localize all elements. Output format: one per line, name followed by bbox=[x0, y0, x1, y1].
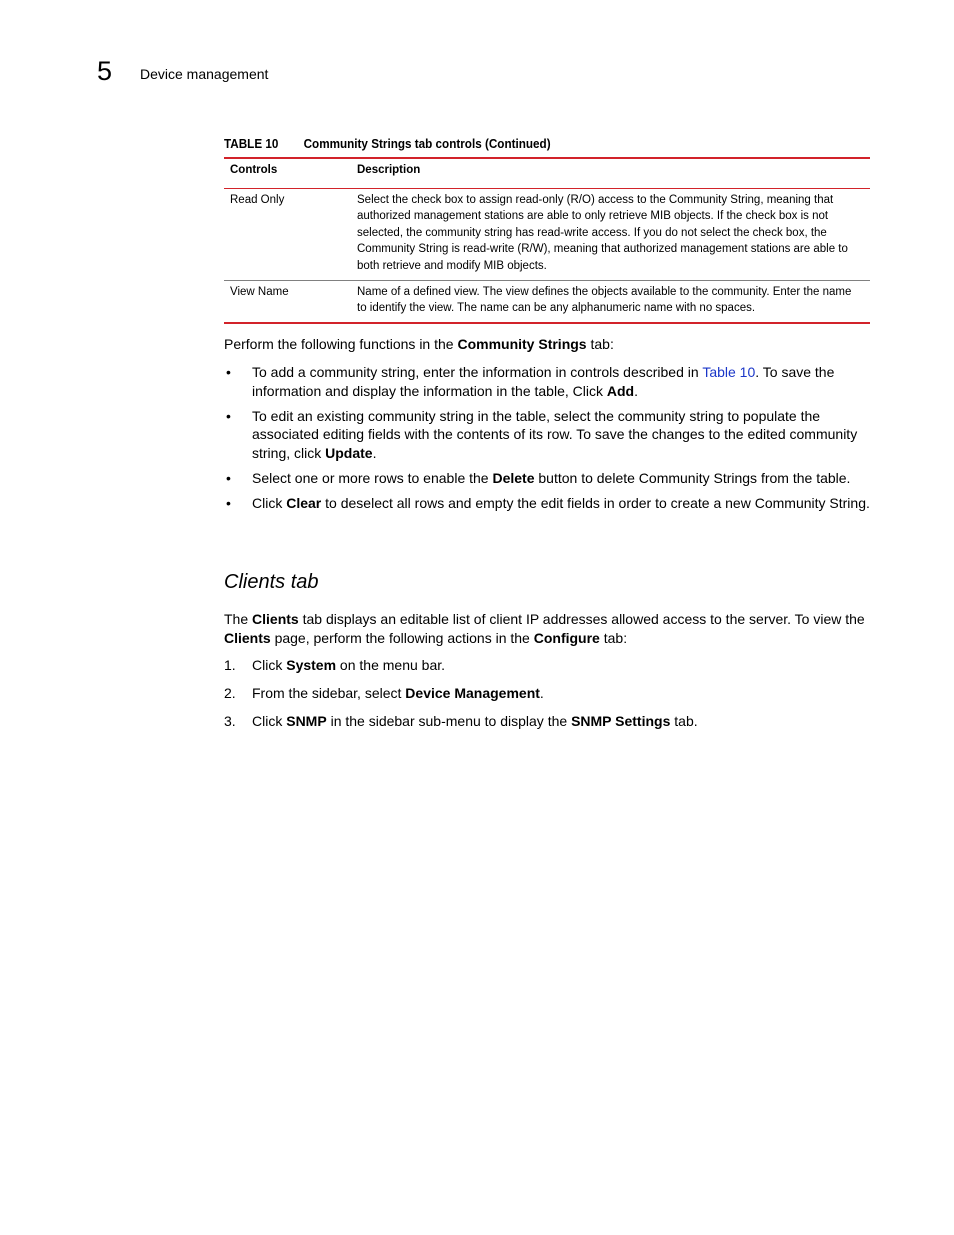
ui-term: Device Management bbox=[405, 684, 540, 701]
chapter-number: 5 bbox=[97, 56, 113, 86]
table-caption-title: Community Strings tab controls (Continued) bbox=[303, 136, 551, 151]
text-run: on the menu bar. bbox=[336, 657, 446, 673]
ui-term: Configure bbox=[533, 629, 600, 646]
text-run: tab: bbox=[586, 336, 614, 352]
list-item bbox=[224, 494, 870, 513]
list-item bbox=[224, 363, 870, 401]
text-run: . To save the information and display the information in the table, Click bbox=[252, 364, 835, 399]
list-item bbox=[224, 656, 870, 675]
text-run: tab. bbox=[670, 712, 698, 729]
text-run: From the sidebar, select bbox=[252, 684, 406, 701]
text-run: tab displays an editable list of client IP addresses allowed access to the server. To view the bbox=[298, 611, 865, 627]
table-caption-label: TABLE 10 bbox=[224, 136, 279, 151]
list-item bbox=[224, 684, 870, 703]
text-run: Click bbox=[252, 494, 287, 511]
text-run: To add a community string, enter the information in controls described in bbox=[252, 364, 703, 380]
bullet-icon: • bbox=[226, 407, 231, 424]
clients-paragraph bbox=[224, 610, 870, 648]
intro-paragraph bbox=[224, 335, 870, 354]
table-caption bbox=[224, 136, 551, 151]
ui-term: Update bbox=[325, 445, 373, 462]
ui-term: Clients bbox=[252, 611, 299, 627]
bullet-icon: • bbox=[226, 364, 231, 380]
chapter-title: Device management bbox=[140, 66, 269, 82]
steps-list bbox=[224, 656, 870, 740]
ui-term: SNMP Settings bbox=[571, 712, 671, 729]
text-run: Select one or more rows to enable the bbox=[252, 469, 493, 486]
section-heading: Clients tab bbox=[224, 571, 319, 593]
text-run: page, perform the following actions in the bbox=[270, 629, 534, 646]
text-run: button to delete Community Strings from the table. bbox=[534, 469, 851, 486]
table-cell-description: Select the check box to assign read-only (R/O) access to the Community String, meaning that authorized management stations are able to only retrieve MIB objects. If the check box is not selected, the community string has read-write access. If you do not select the check box, the Community String is read-write (R/W), meaning that authorized management stations are able to both retrieve and modify MIB objects. bbox=[351, 188, 870, 280]
table-cell-description: Name of a defined view. The view defines the objects available to the community. Enter the name to identify the view. The name can be any alphanumeric name with no spaces. bbox=[351, 280, 870, 323]
text-run: Click bbox=[252, 712, 287, 729]
text-run: . bbox=[372, 445, 377, 462]
text-run: . bbox=[634, 382, 638, 399]
text-run: tab: bbox=[599, 629, 628, 646]
text-run: to deselect all rows and empty the edit fields in order to create a new Community String. bbox=[321, 494, 870, 511]
text-run: Perform the following functions in the bbox=[224, 336, 458, 352]
table-row bbox=[224, 280, 870, 323]
list-item bbox=[224, 469, 870, 488]
ui-term: Clear bbox=[286, 494, 322, 511]
list-item bbox=[224, 712, 870, 731]
table-header-row bbox=[224, 158, 870, 188]
text-run: The bbox=[224, 611, 253, 627]
ui-term: SNMP bbox=[286, 712, 327, 729]
text-run: Click bbox=[252, 657, 287, 673]
column-header-description: Description bbox=[351, 158, 870, 188]
ui-term: System bbox=[286, 657, 337, 673]
table-cell-control: Read Only bbox=[224, 188, 351, 280]
bullet-icon: • bbox=[226, 494, 231, 511]
functions-list bbox=[224, 363, 870, 519]
step-number: 1. bbox=[224, 657, 236, 673]
controls-table bbox=[224, 157, 870, 324]
text-run: To edit an existing community string in the table, select the community string to populate the associated editing fields with the contents of its row. To save the changes to the edited community string, click bbox=[252, 407, 858, 462]
ui-term: Community Strings bbox=[457, 336, 587, 352]
text-run: . bbox=[539, 684, 544, 701]
ui-term: Clients bbox=[224, 629, 271, 646]
table-10-link[interactable]: Table 10 bbox=[702, 364, 756, 380]
bullet-icon: • bbox=[226, 469, 231, 486]
column-header-controls: Controls bbox=[224, 158, 351, 188]
ui-term: Add bbox=[606, 382, 635, 399]
table-row bbox=[224, 188, 870, 280]
table-cell-control: View Name bbox=[224, 280, 351, 323]
text-run: in the sidebar sub-menu to display the bbox=[326, 712, 572, 729]
ui-term: Delete bbox=[492, 469, 535, 486]
step-number: 2. bbox=[224, 684, 236, 701]
list-item bbox=[224, 407, 870, 463]
step-number: 3. bbox=[224, 712, 236, 729]
